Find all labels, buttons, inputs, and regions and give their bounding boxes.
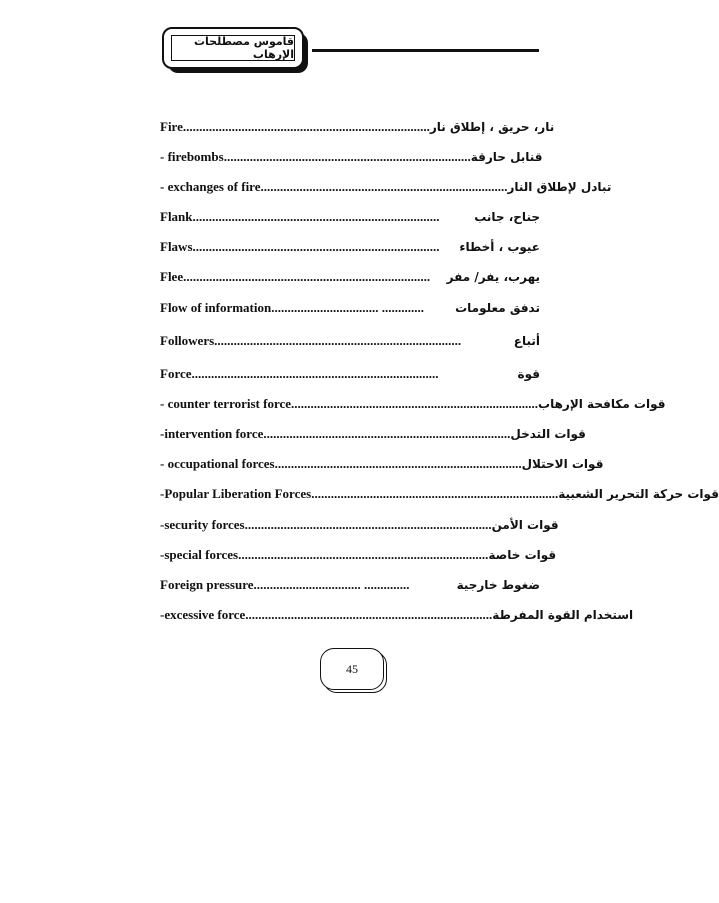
header-box (162, 27, 304, 69)
glossary-entry (160, 515, 559, 535)
header-title: قاموس مصطلحات الإرهاب (171, 35, 295, 61)
entry-leader: ............................................................................ (191, 366, 439, 381)
entry-translation: تدفق معلومات (455, 301, 540, 315)
entry-term: - firebombs (160, 149, 224, 164)
entry-translation: استخدام القوة المفرطة (492, 608, 634, 622)
entry-term: -excessive force (160, 607, 246, 622)
entry-leader: ............................................................................ (192, 239, 440, 254)
entry-translation: قوات خاصة (488, 548, 557, 562)
entry-leader: ............................................................................ (274, 456, 522, 471)
entry-translation: جناح، جانب (474, 210, 540, 224)
entry-leader: ............................................................................ (214, 333, 462, 348)
entry-term: Force (160, 366, 192, 381)
entry-leader: ............................................................................ (183, 269, 431, 284)
glossary-entry (160, 575, 540, 595)
entry-term: -security forces (160, 517, 245, 532)
entry-term: -intervention force (160, 426, 264, 441)
header-frame (162, 27, 310, 75)
entry-leader: ............................................................................ (241, 547, 489, 562)
glossary-entry (160, 454, 604, 474)
entry-leader: ............................................................................ (182, 119, 430, 134)
entry-translation: قوة (517, 367, 540, 381)
entry-leader: ............................................................................ (245, 607, 493, 622)
entry-leader: ............................................................................ (244, 517, 492, 532)
entry-leader: ............................................................................ (223, 149, 471, 164)
entry-term: Flee (160, 269, 184, 284)
page-number: 45 (320, 648, 384, 690)
entry-leader: ............................................................................ (260, 179, 508, 194)
glossary-entry (160, 298, 540, 318)
entry-translation: ضغوط خارجية (456, 578, 540, 592)
entry-leader: ............................................................................ (192, 209, 440, 224)
entry-leader: ............................................................................ (291, 396, 539, 411)
entry-term: -Popular Liberation Forces (160, 486, 312, 501)
glossary-entry (160, 484, 719, 504)
entry-translation: قوات الأمن (491, 518, 559, 532)
glossary-entry (160, 117, 555, 137)
entry-term: Flow of information (160, 300, 272, 315)
entry-leader: ............................................................................ (263, 426, 511, 441)
entry-term: Flaws (160, 239, 193, 254)
entry-translation: أتباع (513, 334, 540, 348)
entry-translation: قوات مكافحة الإرهاب (538, 397, 666, 411)
glossary-entry (160, 545, 557, 565)
glossary-entry (160, 424, 586, 444)
entry-leader: ................................. ............. (271, 300, 424, 315)
entry-term: Fire (160, 119, 183, 134)
glossary-entry (160, 237, 540, 257)
glossary-entry (160, 394, 666, 414)
entry-term: Followers (160, 333, 215, 348)
entry-term: - exchanges of fire (160, 179, 261, 194)
glossary-entry (160, 364, 540, 384)
entry-translation: قنابل حارقة (470, 150, 543, 164)
glossary-entry (160, 177, 612, 197)
glossary-entry (160, 207, 540, 227)
glossary-entry (160, 605, 634, 625)
glossary-entry (160, 267, 540, 287)
entry-translation: تبادل لإطلاق النار (507, 180, 612, 194)
entry-translation: يهرب، يفر/ مفر (446, 270, 540, 284)
entry-term: - counter terrorist force (160, 396, 292, 411)
entry-leader: ............................................................................ (311, 486, 559, 501)
entry-term: Foreign pressure (160, 577, 254, 592)
entry-leader: ................................. .............. (253, 577, 410, 592)
entry-translation: عيوب ، أخطاء (459, 240, 540, 254)
header-rule (312, 49, 539, 52)
entry-term: -special forces. (160, 547, 242, 562)
glossary-entry (160, 331, 540, 351)
entry-translation: قوات التدخل (510, 427, 586, 441)
glossary-entry (160, 147, 543, 167)
entry-translation: قوات حركة التحرير الشعبية (558, 487, 719, 501)
entry-term: Flank (160, 209, 193, 224)
entry-term: - occupational forces (160, 456, 275, 471)
entry-translation: نار، حريق ، إطلاق نار (429, 120, 555, 134)
entry-translation: قوات الاحتلال (521, 457, 604, 471)
